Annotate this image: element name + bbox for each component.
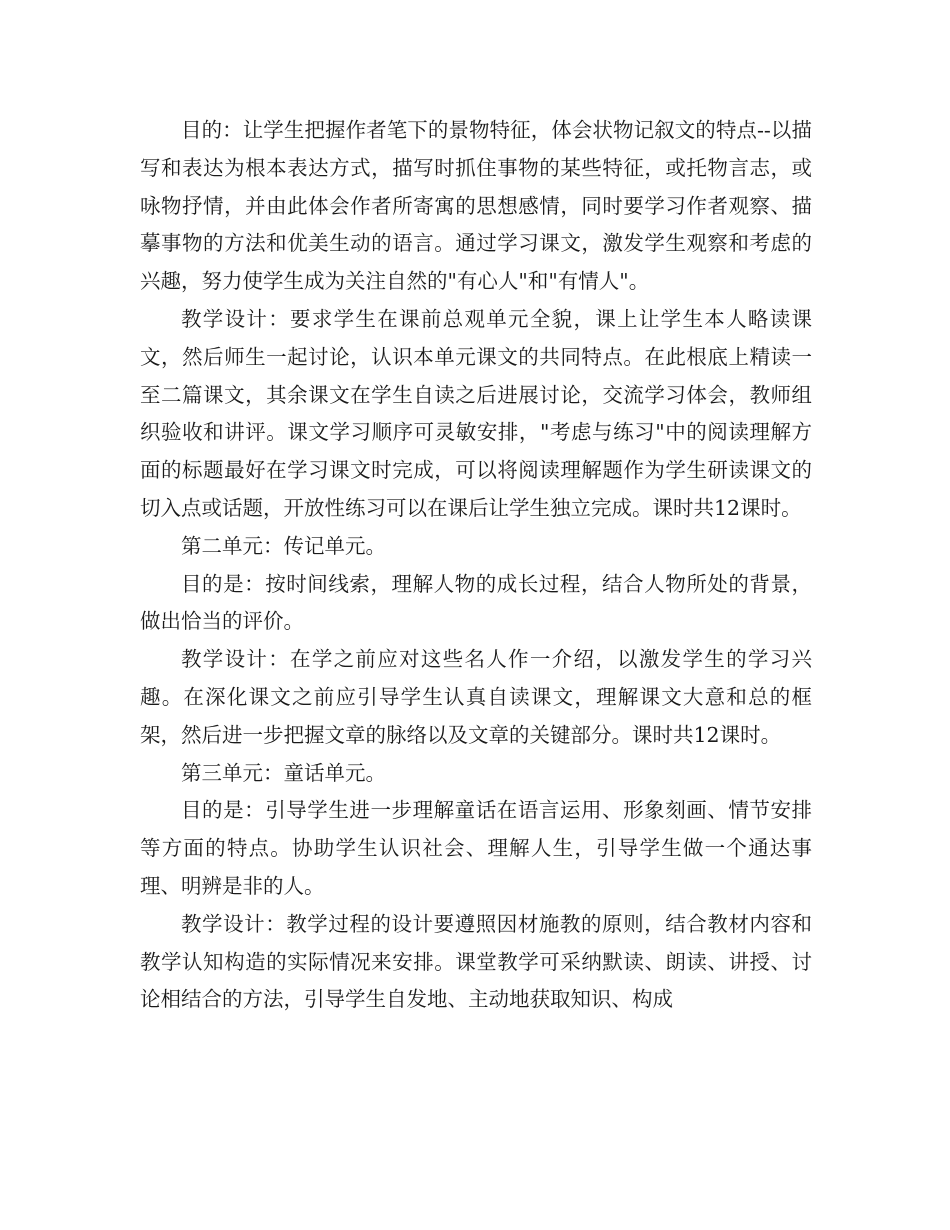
- heading-unit2: 第二单元：传记单元。: [181, 533, 386, 558]
- paragraph-unit2-goal: 目的是：按时间线索，理解人物的成长过程，结合人物所处的背景，做出恰当的评价。: [140, 571, 812, 634]
- paragraph-unit1-teaching-design: 教学设计：要求学生在课前总观单元全貌，课上让学生本人略读课文，然后师生一起讨论，认识本单元课文的共同特点。在此根底上精读一至二篇课文，其余课文在学生自读之后进展讨论，交流学习体会，教师组织验收和讲评。课文学习顺序可灵敏安排，"考虑与练习"中的阅读理解方面的标题最好在学习课文时完成，可以将阅读理解题作为学生研读课文的切入点或话题，开放性练习可以在课后让学生独立完成。课时共12课时。: [140, 306, 812, 520]
- paragraph-unit3-goal: 目的是：引导学生进一步理解童话在语言运用、形象刻画、情节安排等方面的特点。协助学生认识社会、理解人生，引导学生做一个通达事理、明辨是非的人。: [140, 798, 812, 898]
- paragraph-unit3-teaching-design: 教学设计：教学过程的设计要遵照因材施教的原则，结合教材内容和教学认知构造的实际情况来安排。课堂教学可采纳默读、朗读、讲授、讨论相结合的方法，引导学生自发地、主动地获取知识、构成: [140, 911, 812, 1012]
- paragraph-unit1-goal: 目的：让学生把握作者笔下的景物特征，体会状物记叙文的特点--以描写和表达为根本表达方式，描写时抓住事物的某些特征，或托物言志，或咏物抒情，并由此体会作者所寄寓的思想感情，同时要学习作者观察、描摹事物的方法和优美生动的语言。通过学习课文，激发学生观察和考虑的兴趣，努力使学生成为关注自然的"有心人"和"有情人"。: [140, 118, 812, 294]
- heading-unit3: 第三单元：童话单元。: [181, 760, 386, 785]
- document-body: [140, 112, 812, 1019]
- paragraph-unit2-teaching-design: 教学设计：在学之前应对这些名人作一介绍，以激发学生的学习兴趣。在深化课文之前应引导学生认真自读课文，理解课文大意和总的框架，然后进一步把握文章的脉络以及文章的关键部分。课时共12课时。: [140, 647, 812, 747]
